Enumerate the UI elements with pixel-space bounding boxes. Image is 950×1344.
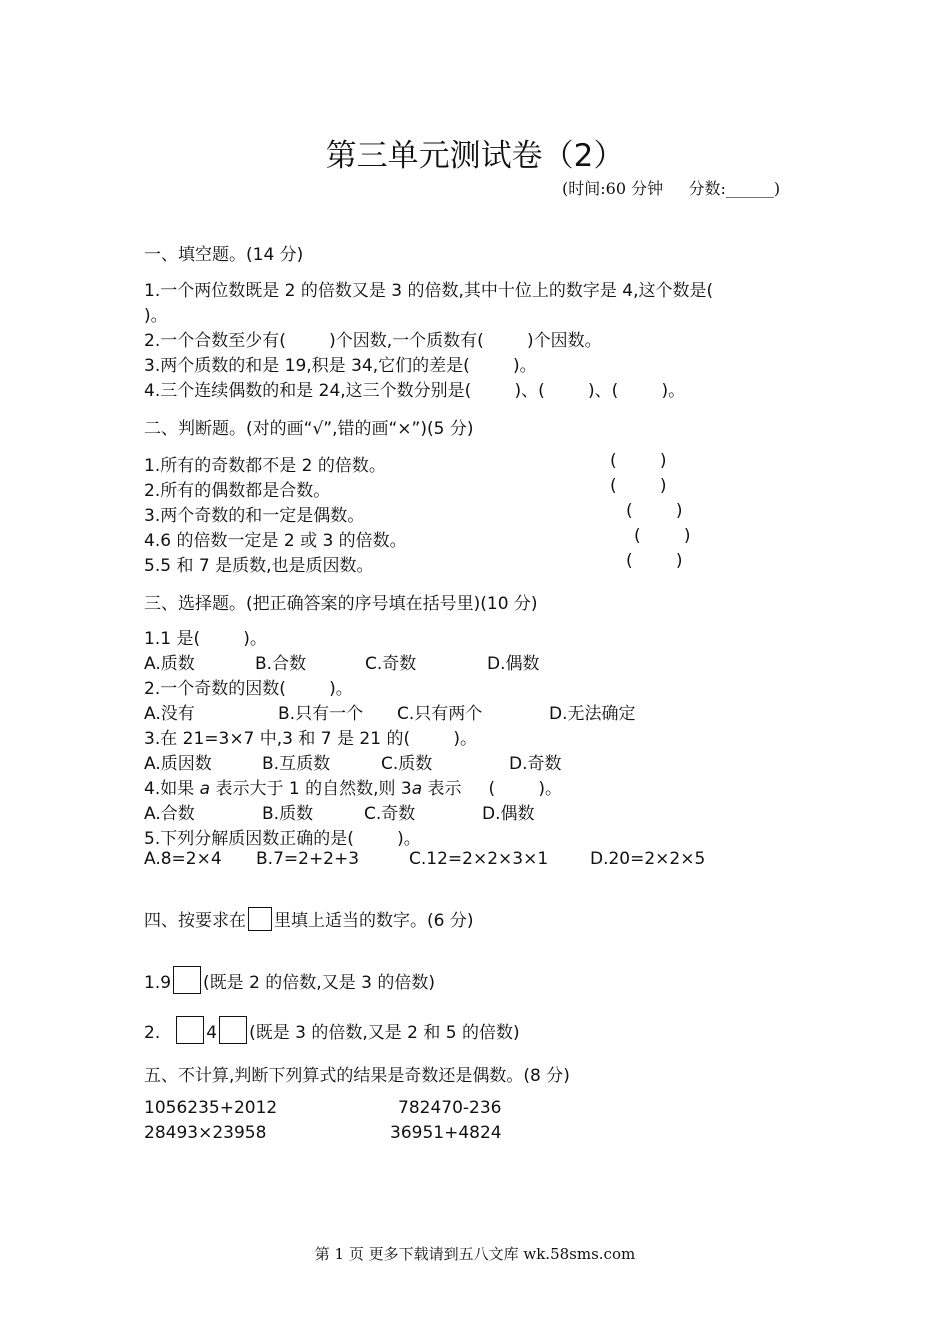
s1-question-3: 3.两个质数的和是 19,积是 34,它们的差是( )。 <box>144 356 537 376</box>
s5-expression-2: 782470-236 <box>398 1098 502 1118</box>
s3-q2-option-c: C.只有两个 <box>397 704 483 724</box>
s4-question-1 <box>144 966 435 994</box>
s1-question-1: 1.一个两位数既是 2 的倍数又是 3 的倍数,其中十位上的数字是 4,这个数是( <box>144 281 714 301</box>
s3-q5-option-a: A.8=2×4 <box>144 849 222 869</box>
s2-item-5-blank: ( ) <box>626 551 683 571</box>
s4-heading-post: 里填上适当的数字。(6 分) <box>274 911 474 931</box>
s1-question-2: 2.一个合数至少有( )个因数,一个质数有( )个因数。 <box>144 331 602 351</box>
s2-item-2-blank: ( ) <box>610 476 667 496</box>
s3-q4-variable: a <box>199 779 211 799</box>
s3-q3-option-d: D.奇数 <box>509 754 562 774</box>
s3-q5-option-d: D.20=2×2×5 <box>590 849 706 869</box>
s3-q4-option-d: D.偶数 <box>482 804 535 824</box>
time-score-line: (时间:60 分钟 分数:______) <box>562 179 781 198</box>
s4-q2-box-2[interactable] <box>219 1016 247 1044</box>
section-4-heading <box>144 906 473 931</box>
s5-expression-1: 1056235+2012 <box>144 1098 278 1118</box>
s2-item-3-blank: ( ) <box>626 501 683 521</box>
page-footer: 第 1 页 更多下载请到五八文库 wk.58sms.com <box>314 1245 636 1263</box>
s3-q2-stem: 2.一个奇数的因数( )。 <box>144 679 353 699</box>
s3-q4-option-b: B.质数 <box>262 804 314 824</box>
s3-q5-stem: 5.下列分解质因数正确的是( )。 <box>144 829 421 849</box>
s3-q5-option-c: C.12=2×2×3×1 <box>409 849 549 869</box>
s4-q2-pre: 2. <box>144 1023 161 1043</box>
s3-q1-stem: 1.1 是( )。 <box>144 629 267 649</box>
s2-item-5: 5.5 和 7 是质数,也是质因数。 <box>144 556 374 576</box>
section-3-heading: 三、选择题。(把正确答案的序号填在括号里)(10 分) <box>144 594 538 614</box>
s3-q2-option-d: D.无法确定 <box>549 704 636 724</box>
s3-q4-stem-mid: 表示大于 1 的自然数,则 3 <box>210 779 412 799</box>
s2-item-2: 2.所有的偶数都是合数。 <box>144 481 331 501</box>
s3-q5-option-b: B.7=2+2+3 <box>256 849 360 869</box>
s3-q2-option-a: A.没有 <box>144 704 195 724</box>
s3-q1-option-a: A.质数 <box>144 654 195 674</box>
s3-q4-option-c: C.奇数 <box>364 804 416 824</box>
s3-q3-option-c: C.质数 <box>381 754 433 774</box>
s2-item-4: 4.6 的倍数一定是 2 或 3 的倍数。 <box>144 531 407 551</box>
s4-q1-pre: 1.9 <box>144 973 172 993</box>
page-title: 第三单元测试卷（2） <box>325 138 625 174</box>
s1-question-4: 4.三个连续偶数的和是 24,这三个数分别是( )、( )、( )。 <box>144 381 686 401</box>
s3-q2-option-b: B.只有一个 <box>278 704 364 724</box>
s3-q1-option-b: B.合数 <box>255 654 307 674</box>
s3-q4-option-a: A.合数 <box>144 804 195 824</box>
s3-q3-option-a: A.质因数 <box>144 754 212 774</box>
s2-item-1: 1.所有的奇数都不是 2 的倍数。 <box>144 456 386 476</box>
section-1-heading: 一、填空题。(14 分) <box>144 245 304 265</box>
answer-box-icon <box>248 907 272 931</box>
s3-q4-variable-2: a <box>411 779 423 799</box>
s2-item-1-blank: ( ) <box>610 451 667 471</box>
s1-question-1-cont: )。 <box>144 306 168 326</box>
section-2-heading: 二、判断题。(对的画“√”,错的画“×”)(5 分) <box>144 419 474 439</box>
s3-q4-stem-pre: 4.如果 <box>144 779 200 799</box>
s4-q1-post: (既是 2 的倍数,又是 3 的倍数) <box>203 973 435 993</box>
s3-q3-option-b: B.互质数 <box>262 754 331 774</box>
s3-q3-stem: 3.在 21=3×7 中,3 和 7 是 21 的( )。 <box>144 729 477 749</box>
s4-q2-mid: 4 <box>206 1023 218 1043</box>
s3-q1-option-c: C.奇数 <box>365 654 417 674</box>
s4-question-2 <box>144 1016 520 1044</box>
s3-q4-stem-post: 表示 ( )。 <box>422 779 563 799</box>
s3-q1-option-d: D.偶数 <box>487 654 540 674</box>
s2-item-4-blank: ( ) <box>634 526 691 546</box>
s4-heading-pre: 四、按要求在 <box>144 911 246 931</box>
s2-item-3: 3.两个奇数的和一定是偶数。 <box>144 506 365 526</box>
s4-q2-box-1[interactable] <box>176 1016 204 1044</box>
s5-expression-3: 28493×23958 <box>144 1123 267 1143</box>
s3-q4-stem <box>144 774 562 799</box>
s4-q1-box[interactable] <box>173 966 201 994</box>
s5-expression-4: 36951+4824 <box>390 1123 502 1143</box>
section-5-heading: 五、不计算,判断下列算式的结果是奇数还是偶数。(8 分) <box>144 1066 570 1086</box>
s4-q2-post: (既是 3 的倍数,又是 2 和 5 的倍数) <box>249 1023 520 1043</box>
